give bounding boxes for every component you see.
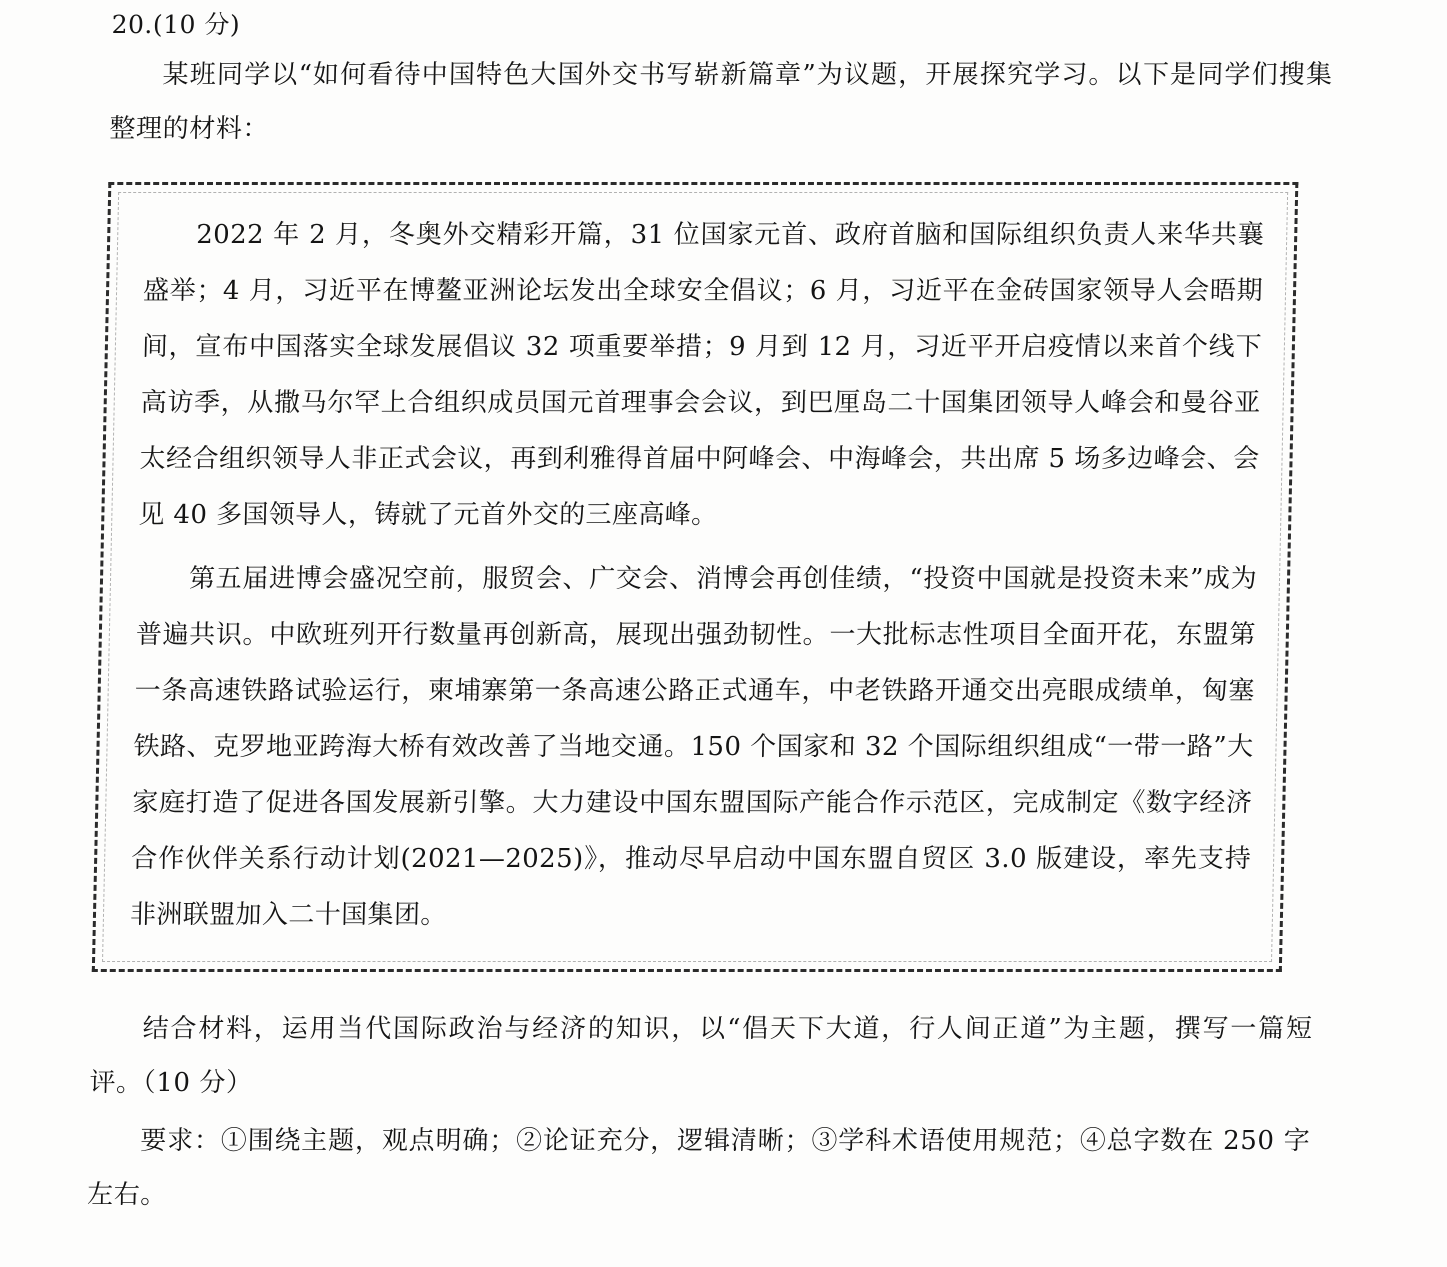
question-number: 20.(10 分) [111, 10, 241, 39]
material-paragraph-1: 2022 年 2 月，冬奥外交精彩开篇，31 位国家元首、政府首脑和国际组织负责人来华共襄盛举；4 月，习近平在博鳌亚洲论坛发出全球安全倡议；6 月，习近平在金砖国家领导人会晤期间，宣布中国落实全球发展倡议 32 项重要举措；9 月到 12 月，习近平开启疫情以来首个线下高访季，从撒马尔罕上合组织成员国元首理事会会议，到巴厘岛二十国集团领导人峰会和曼谷亚太经合组织领导人非正式会议，再到利雅得首届中阿峰会、中海峰会，共出席 5 场多边峰会、会见 40 多国领导人，铸就了元首外交的三座高峰。 [138, 220, 1265, 530]
material-paragraph-2: 第五届进博会盛况空前，服贸会、广交会、消博会再创佳绩，“投资中国就是投资未来”成为普遍共识。中欧班列开行数量再创新高，展现出强劲韧性。一大批标志性项目全面开花，东盟第一条高速铁路试验运行，柬埔寨第一条高速公路正式通车，中老铁路开通交出亮眼成绩单，匈塞铁路、克罗地亚跨海大桥有效改善了当地交通。150 个国家和 32 个国际组织组成“一带一路”大家庭打造了促进各国发展新引擎。大力建设中国东盟国际产能合作示范区，完成制定《数字经济合作伙伴关系行动计划(2021—2025)》，推动尽早启动中国东盟自贸区 3.0 版建设，率先支持非洲联盟加入二十国集团。 [129, 564, 1258, 930]
question-intro: 某班同学以“如何看待中国特色大国外交书写崭新篇章”为议题，开展探究学习。以下是同学们搜集整理的材料： [109, 60, 1333, 144]
requirements-statement: 要求：①围绕主题，观点明确；②论证充分，逻辑清晰；③学科术语使用规范；④总字数在 250 字左右。 [86, 1126, 1311, 1210]
material-box [92, 182, 1299, 972]
task-statement: 结合材料，运用当代国际政治与经济的知识，以“倡天下大道，行人间正道”为主题，撰写一篇短评。（10 分） [89, 1014, 1313, 1098]
page-content [87, 8, 1334, 1222]
